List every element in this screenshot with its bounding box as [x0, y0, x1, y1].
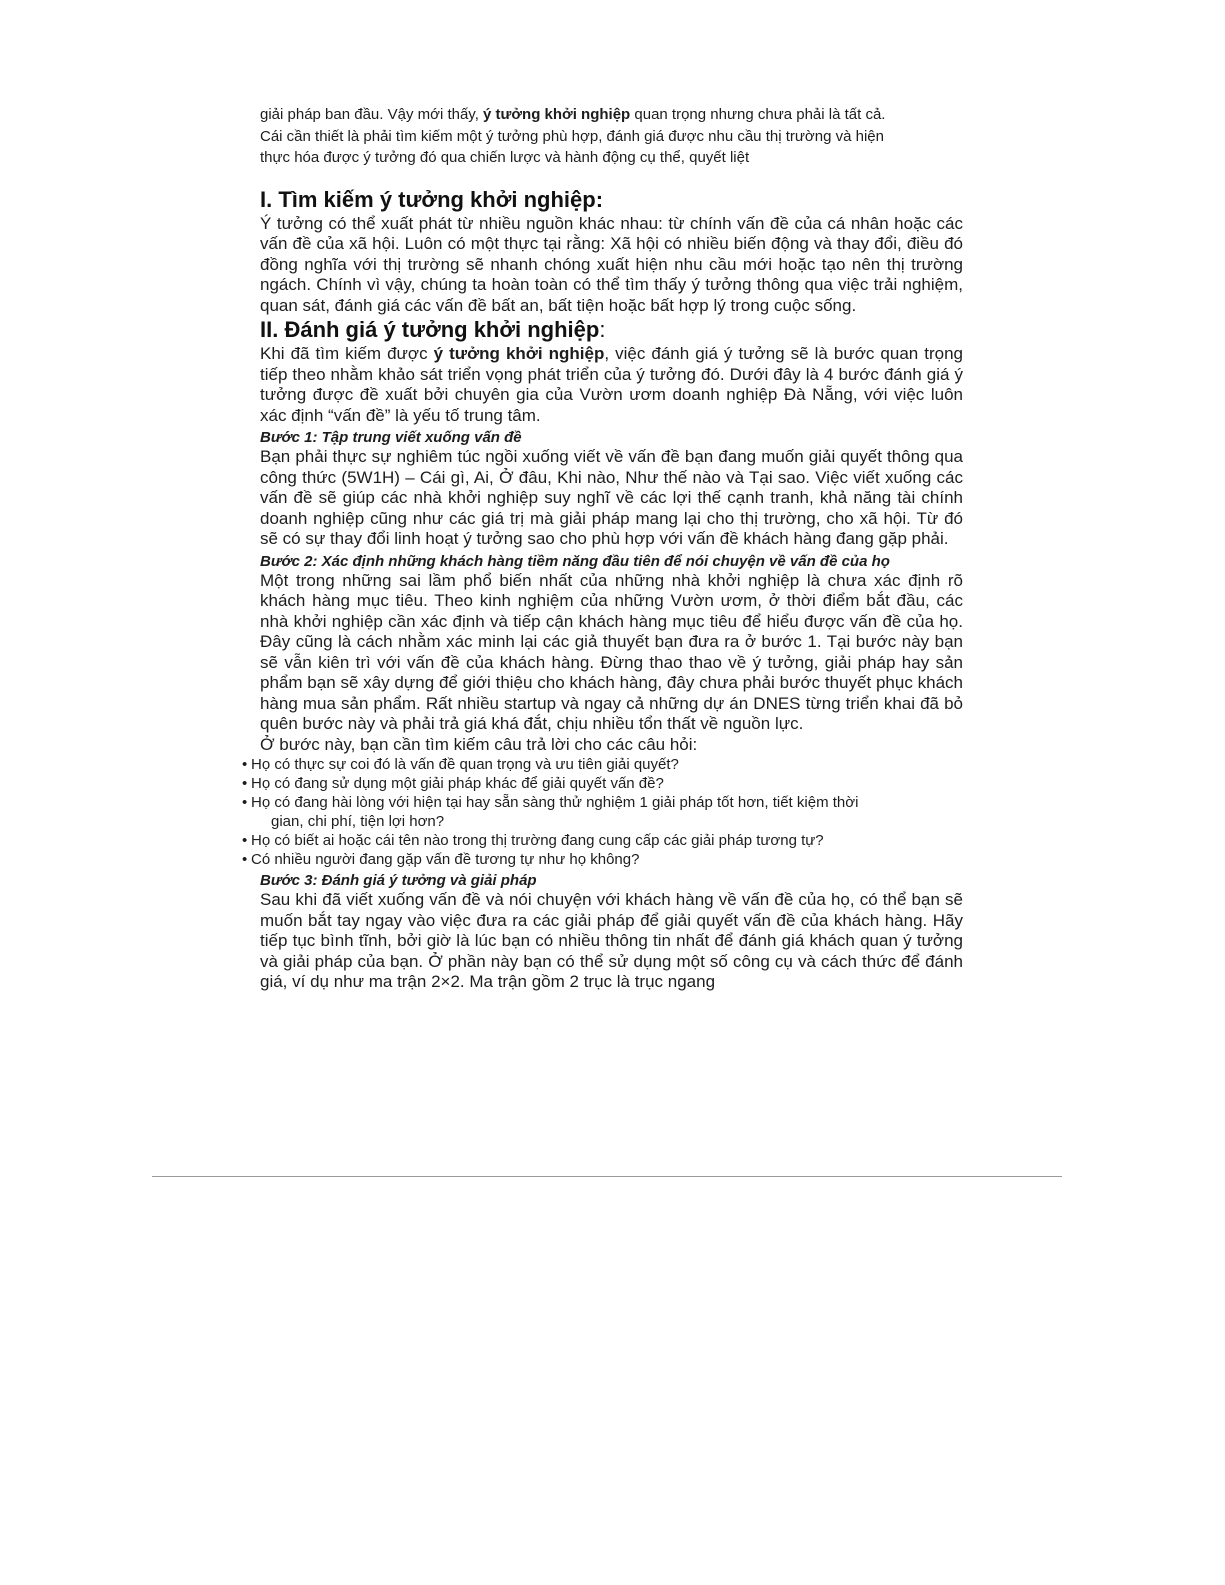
step-1-title: Bước 1: Tập trung viết xuống vấn đề: [260, 429, 522, 446]
section-2-text: Khi đã tìm kiếm được: [260, 344, 434, 363]
section-2-heading: [260, 316, 963, 344]
page-content: [242, 104, 964, 993]
step-2-lead: Ở bước này, bạn cần tìm kiếm câu trả lời cho các câu hỏi:: [260, 734, 698, 754]
question-item: • Có nhiều người đang gặp vấn đề tương tự như họ không?: [242, 851, 640, 868]
step-3-body: Sau khi đã viết xuống vấn đề và nói chuyện với khách hàng về vấn đề của họ, có thể bạn sẽ muốn bắt tay ngay vào việc đưa ra các giải pháp để giải quyết vấn đề của khách hàng. Hãy tiếp tục bình tĩnh, bởi giờ là lúc bạn có nhiều thông tin nhất để đánh giá khách quan ý tưởng và giải pháp của bạn. Ở phần này bạn có thể sử dụng một số công cụ và cách thức để đánh giá, ví dụ như ma trận 2×2. Ma trận gồm 2 trục là trục ngang: [260, 890, 963, 991]
bullet-icon: •: [242, 794, 248, 811]
question-item: • Họ có biết ai hoặc cái tên nào trong thị trường đang cung cấp các giải pháp tương tự?: [242, 832, 824, 849]
section-2-text: , việc đánh giá ý tưởng sẽ là bước quan trọng tiếp theo nhằm khảo sát triển vọng phát triển của ý tưởng đó. Dưới đây là 4 bước đánh giá ý tưởng được đề xuất bởi chuyên gia của Vườn ươm doanh nghiệp Đà Nẵng, với việc luôn xác định “vấn đề” là yếu tố trung tâm.: [260, 344, 964, 425]
question-item: • Họ có đang sử dụng một giải pháp khác để giải quyết vấn đề?: [242, 775, 664, 792]
intro-line-1: [260, 104, 963, 126]
intro-text: giải pháp ban đầu. Vậy mới thấy,: [260, 106, 484, 123]
page-divider: [152, 1176, 1062, 1177]
question-item: • Họ có đang hài lòng với hiện tại hay sẵn sàng thử nghiệm 1 giải pháp tốt hơn, tiết kiệm thời gian, chi phí, tiện lợi hơn?: [242, 793, 963, 831]
bullet-icon: •: [242, 851, 248, 868]
intro-text: quan trọng nhưng chưa phải là tất cả.: [630, 106, 886, 123]
section-1-heading: I. Tìm kiếm ý tưởng khởi nghiệp:: [260, 186, 604, 212]
step-1-body: Bạn phải thực sự nghiêm túc ngồi xuống viết về vấn đề bạn đang muốn giải quyết thông qua công thức (5W1H) – Cái gì, Ai, Ở đâu, Khi nào, Như thế nào và Tại sao. Việc viết xuống các vấn đề sẽ giúp các nhà khởi nghiệp suy nghĩ về các lợi thế cạnh tranh, khả năng tài chính doanh nghiệp cũng như các giá trị mà giải pháp mang lại cho thị trường, cho xã hội. Từ đó sẽ có sự thay đổi linh hoạt ý tưởng sao cho phù hợp với vấn đề khách hàng đang gặp phải.: [260, 447, 963, 548]
bullet-icon: •: [242, 832, 248, 849]
section-2-body: [260, 344, 963, 426]
step-2-title: Bước 2: Xác định những khách hàng tiềm năng đầu tiên để nói chuyện về vấn đề của họ: [260, 552, 890, 570]
question-item-continuation: gian, chi phí, tiện lợi hơn?: [271, 813, 445, 830]
step-3-title: Bước 3: Đánh giá ý tưởng và giải pháp: [260, 872, 537, 889]
bullet-icon: •: [242, 775, 248, 792]
section-2-bold-phrase: ý tưởng khởi nghiệp: [433, 344, 605, 363]
section-2-heading-colon: :: [599, 317, 606, 342]
bullet-icon: •: [242, 756, 248, 773]
question-list: [242, 755, 963, 869]
section-1-body: Ý tưởng có thể xuất phát từ nhiều nguồn khác nhau: từ chính vấn đề của cá nhân hoặc các vấn đề của xã hội. Luôn có một thực tại rằng: Xã hội có nhiều biến động và thay đổi, điều đó đồng nghĩa với thị trường sẽ nhanh chóng xuất hiện nhu cầu mới hoặc tạo nên thị trường ngách. Chính vì vậy, chúng ta hoàn toàn có thể tìm thấy ý tưởng thông qua việc trải nghiệm, quan sát, đánh giá các vấn đề bất an, bất tiện hoặc bất hợp lý trong cuộc sống.: [260, 213, 963, 315]
question-item: • Họ có thực sự coi đó là vấn đề quan trọng và ưu tiên giải quyết?: [242, 756, 679, 773]
intro-line-2: Cái cần thiết là phải tìm kiếm một ý tưởng phù hợp, đánh giá được nhu cầu thị trường và hiện: [260, 127, 884, 145]
intro-paragraph: [260, 104, 963, 169]
step-2-body: Một trong những sai lầm phổ biến nhất của những nhà khởi nghiệp là chưa xác định rõ khách hàng mục tiêu. Theo kinh nghiệm của những Vườn ươm, ở thời điểm bắt đầu, các nhà khởi nghiệp cần xác định và tiếp cận khách hàng mục tiêu để hiểu được vấn đề của họ. Đây cũng là cách nhằm xác minh lại các giả thuyết bạn đưa ra ở bước 1. Tại bước này bạn sẽ vẫn kiên trì với vấn đề của khách hàng. Đừng thao thao về ý tưởng, giải pháp hay sản phẩm bạn sẽ xây dựng để giới thiệu cho khách hàng, đây chưa phải bước thuyết phục khách hàng mua sản phẩm. Rất nhiều startup và ngay cả những dự án DNES từng triển khai đã bỏ quên bước này và phải trả giá khá đắt, chịu nhiều tổn thất về nguồn lực.: [260, 570, 963, 733]
intro-bold-phrase: ý tưởng khởi nghiệp: [483, 106, 631, 123]
section-2-heading-text: II. Đánh giá ý tưởng khởi nghiệp: [260, 317, 600, 342]
intro-line-3: thực hóa được ý tưởng đó qua chiến lược và hành động cụ thể, quyết liệt: [260, 149, 750, 166]
